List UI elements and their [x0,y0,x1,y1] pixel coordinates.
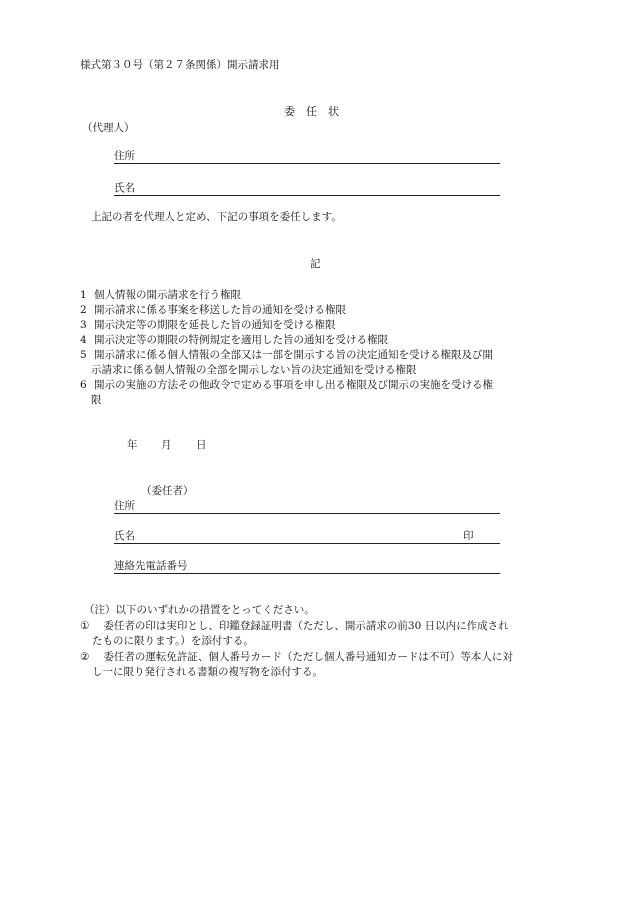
delegation-statement: 上記の者を代理人と定め、下記の事項を委任します。 [91,211,342,223]
power-text: 開示請求に係る事案を移送した旨の通知を受ける権限 [94,304,346,316]
power-item [80,320,336,331]
power-text: 個人情報の開示請求を行う権限 [94,289,241,301]
power-text: 開示決定等の期限を延長した旨の通知を受ける権限 [94,319,336,331]
agent-name-field[interactable] [114,195,500,196]
date-day: 日 [196,439,207,451]
form-number: 様式第３０号（第２７条関係）開示請求用 [80,59,280,71]
principal-name-field[interactable] [114,543,500,544]
date-year: 年 [127,439,138,451]
power-item [80,290,241,301]
document-title: 委 任 状 [284,105,339,118]
power-number: 2 [80,304,87,316]
date-month: 月 [161,439,172,451]
power-item [80,350,493,361]
note-item [80,652,513,663]
principal-name-label: 氏名 [114,530,135,542]
power-number: 1 [80,289,87,301]
power-number: 4 [80,334,87,346]
principal-phone-field[interactable] [114,573,500,574]
principal-address-field[interactable] [114,513,500,514]
principal-heading: （委任者） [141,485,194,497]
power-item [80,380,493,391]
note-mark: ① [80,620,90,632]
notes-heading: （注）以下のいずれかの措置をとってください。 [84,604,315,616]
agent-name-label: 氏名 [114,182,135,194]
power-number: 5 [80,349,87,361]
agent-address-label: 住所 [114,150,135,162]
record-heading: 記 [310,258,321,270]
agent-heading: （代理人） [82,122,135,134]
power-text: 開示決定等の期限の特例規定を適用した旨の通知を受ける権限 [94,334,388,346]
power-text: 開示請求に係る個人情報の全部又は一部を開示する旨の決定通知を受ける権限及び開 [94,349,493,361]
power-item [80,335,388,346]
power-number: 3 [80,319,87,331]
agent-address-field[interactable] [114,163,500,164]
note-continuation: たものに限ります。）を添付する。 [92,635,254,647]
power-text: 開示の実施の方法その他政令で定める事項を申し出る権限及び開示の実施を受ける権 [94,379,493,391]
power-number: 6 [80,379,87,391]
seal-mark: 印 [463,530,474,542]
power-item-continuation: 示請求に係る個人情報の全部を開示しない旨の決定通知を受ける権限 [91,364,417,376]
power-item-continuation: 限 [91,394,102,406]
note-continuation: し一に限り発行される書類の複写物を添付する。 [92,666,323,678]
note-mark: ② [80,651,90,663]
power-item [80,305,346,316]
principal-address-label: 住所 [114,500,135,512]
note-text: 委任者の運転免許証、個人番号カード（ただし個人番号通知カードは不可）等本人に対 [103,651,513,663]
note-text: 委任者の印は実印とし、印鑑登録証明書（ただし、開示請求の前30 日以内に作成され [103,620,509,632]
principal-phone-label: 連絡先電話番号 [114,560,188,572]
note-item [80,621,509,632]
